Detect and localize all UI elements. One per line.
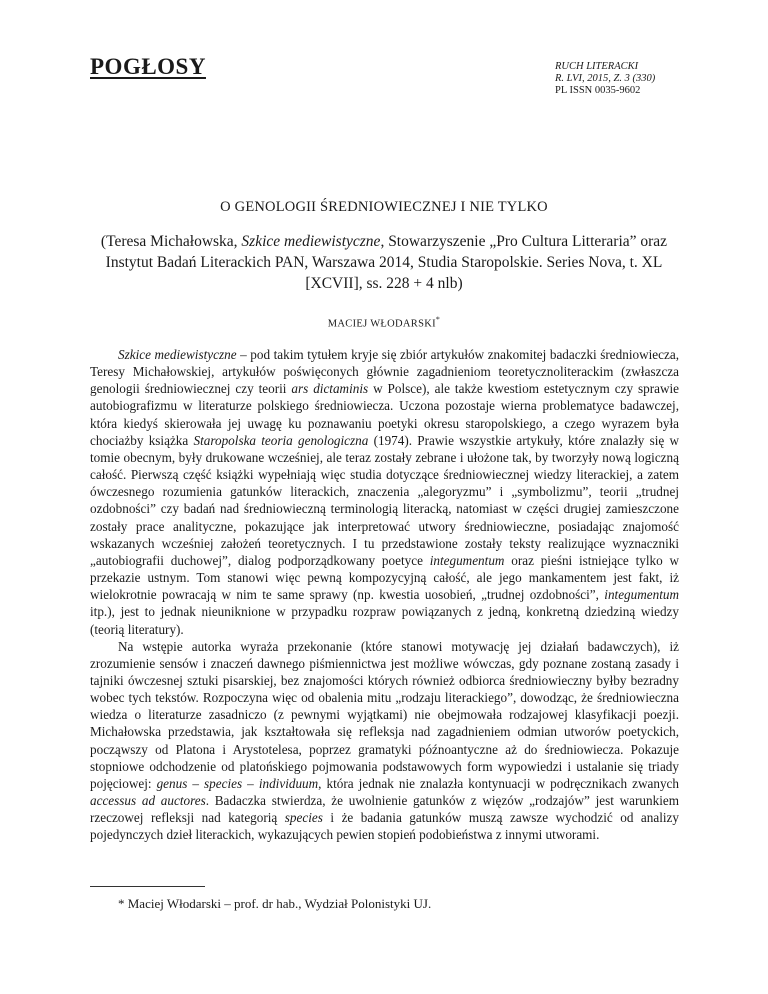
- author-line: [0, 315, 768, 330]
- review-ref-post: , Stowarzyszenie „Pro Cultura Litteraria” oraz Instytut Badań Literackich PAN, Warszawa 2014, Studia Staropolskie. Series Nova, t. XL [XCVII], ss. 228 + 4 nlb): [105, 233, 668, 292]
- section-title: POGŁOSY: [90, 54, 206, 79]
- journal-info: [555, 61, 655, 97]
- author-name: MACIEJ WŁODARSKI: [327, 318, 436, 330]
- text-run: – pod takim tytułem kryje się zbiór artykułów znakomitej badaczki średniowiecza, Teresy Michałowskiej, artykułów poświęconych głównie zagadnieniom teoretycznoliterackim (zwłaszcza genologii średniowiecznej czy teorii: [90, 347, 679, 397]
- italic-term: accessus ad auctores: [90, 793, 206, 809]
- italic-term: Staropolska teoria genologiczna: [193, 432, 369, 448]
- reviewed-book-title: Szkice mediewistyczne: [241, 233, 381, 250]
- footnote: * Maciej Włodarski – prof. dr hab., Wydział Polonistyki UJ.: [118, 896, 432, 911]
- italic-term: species: [284, 810, 323, 826]
- author-footnote-mark: *: [435, 315, 441, 324]
- paragraph-1: [90, 346, 679, 638]
- body-text: [90, 346, 679, 844]
- text-run: (1974). Prawie wszystkie artykuły, które znalazły się w tomie obecnym, były drukowane wcześniej, ale teraz zostały zebrane i ułożone tak, by tworzyły nową logiczną całość. Pierwszą część książki wypełniają więc studia dotyczące średniowiecznej wiedzy literackiej, a zatem ówczesnego rozumienia gatunków literackich, znaczenia „alegoryzmu” i „symbolizmu”, teorii „trudnej ozdobności” czy badań nad średniowieczną terminologią literacką, natomiast w części drugiej zamieszczone zostały prace analityczne, pokazujące jak interpretować utwory średniowieczne, posiadając znajomość wskazanych wcześniej założeń teoretycznych. I tu przedstawione zostały teksty realizujące wyznaczniki „autobiografii duchowej”, dialog podporządkowany poetyce: [90, 432, 680, 568]
- text-run: . Badaczka stwierdza, że uwolnienie gatunków z więzów „rodzajów” jest warunkiem rzeczowej refleksji nad kategorią: [90, 793, 679, 826]
- journal-issue: R. LVI, 2015, Z. 3 (330): [555, 73, 656, 84]
- paragraph-2: [90, 638, 679, 844]
- text-run: itp.), jest to jednak nieuniknione w przypadku rozpraw powiązanych z jedną, konkretną dziedziną wiedzy (teorią literatury).: [90, 604, 679, 637]
- text-run: w Polsce), ale także kwestiom estetycznym czy sprawie autobiografizmu w literaturze polskiego średniowiecza. Uczona pozostaje wierna problematyce badawczej, która kiedyś skierowała jej uwagę ku poznawaniu poetyki okresu staropolskiego, a czego wyrazem była chociażby książka: [90, 381, 679, 448]
- text-run: , która jednak nie znalazła kontynuacji w podręcznikach zwanych: [318, 775, 679, 791]
- text-run: Na wstępie autorka wyraża przekonanie (które stanowi motywację jej działań badawczych), iż zrozumienie sensów i znaczeń dawnego piśmiennictwa jest możliwe wówczas, gdy poznane zostaną zasady i tajniki ówczesnej sztuki pisarskiej, bez znajomości których również odbiorca średniowieczny byłby bezradny wobec tych tekstów. Rozpoczyna więc od obalenia mitu „rodzaju literackiego”, dowodząc, że średniowieczna wiedza o literaturze zasadniczo (z pewnymi wyjątkami) nie obejmowała rodzajowej klasyfikacji poezji. Michałowska przedstawia, jak kształtowała się refleksja nad zagadnieniem odmian utworów poetyckich, począwszy od Platona i Arystotelesa, poprzez gramatyki późnoantyczne aż do średniowiecza. Pokazuje stopniowe odchodzenie od platońskiego pojmowania podstawowych form wypowiedzi i ustalanie się triady pojęciowej:: [90, 638, 679, 791]
- text-run: i że badania gatunków muszą zawsze wychodzić od analizy pojedynczych dzieł literackich, wykazujących pewien stopień podobieństwa z innymi utworami.: [90, 810, 680, 843]
- italic-term: ars dictaminis: [291, 381, 369, 397]
- review-ref-pre: (Teresa Michałowska,: [100, 233, 242, 250]
- italic-term: Szkice mediewistyczne: [118, 347, 237, 362]
- footnote-divider: [90, 886, 205, 887]
- article-title: O GENOLOGII ŚREDNIOWIECZNEJ I NIE TYLKO: [220, 199, 548, 215]
- journal-issn: PL ISSN 0035-9602: [555, 85, 641, 96]
- journal-name: RUCH LITERACKI: [555, 61, 639, 72]
- reviewed-book-reference: [84, 231, 684, 294]
- text-run: oraz pieśni istniejące tylko w przekazie ustnym. Tom stanowi więc pewną kompozycyjną całość, ale jego mankamentem jest fakt, iż wielokrotnie powracają w nim te same sprawy (np. kwestia uosobień, „trudnej ozdobności”,: [90, 552, 679, 603]
- italic-term: integumentum: [429, 552, 505, 568]
- italic-term: integumentum: [604, 587, 679, 603]
- italic-term: genus – species – individuum: [156, 775, 319, 791]
